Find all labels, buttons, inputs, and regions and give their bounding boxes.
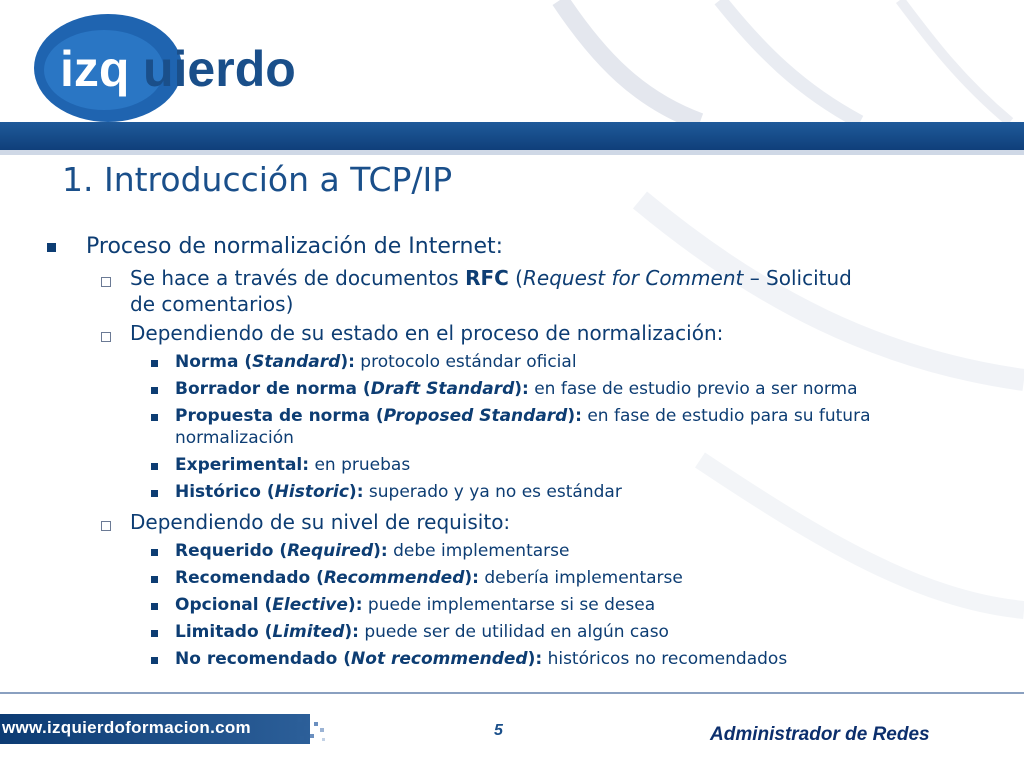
page-number: 5 bbox=[494, 722, 503, 739]
estado-item bbox=[175, 379, 858, 399]
requisito-heading: Dependiendo de su nivel de requisito: bbox=[130, 510, 511, 534]
small-square-bullet-icon bbox=[151, 490, 158, 497]
item-bold: Propuesta de norma ( bbox=[175, 406, 384, 426]
item-desc: en pruebas bbox=[309, 455, 411, 475]
header-band-highlight bbox=[0, 150, 1024, 155]
estado-item bbox=[175, 482, 622, 502]
footer-divider bbox=[0, 692, 1024, 694]
svg-text:izq: izq bbox=[60, 41, 130, 97]
slide-title: 1. Introducción a TCP/IP bbox=[62, 160, 453, 199]
rfc-bold: RFC bbox=[465, 266, 509, 290]
item-desc: superado y ya no es estándar bbox=[363, 482, 622, 502]
estado-item bbox=[175, 352, 577, 372]
item-bold: Borrador de norma ( bbox=[175, 379, 371, 399]
small-square-bullet-icon bbox=[151, 603, 158, 610]
rfc-mid: ( bbox=[508, 266, 523, 290]
item-bold: Opcional ( bbox=[175, 595, 273, 615]
level1-bullet-icon bbox=[47, 243, 56, 252]
item-bold: Norma ( bbox=[175, 352, 253, 372]
item-bold-close: ): bbox=[514, 379, 529, 399]
small-square-bullet-icon bbox=[151, 549, 158, 556]
small-square-bullet-icon bbox=[151, 576, 158, 583]
footer-website-link[interactable]: www.izquierdoformacion.com bbox=[2, 718, 251, 737]
rfc-dash: – Solicitud bbox=[743, 266, 852, 290]
item-italic: Standard bbox=[252, 352, 341, 372]
item-italic: Recommended bbox=[323, 568, 465, 588]
item-italic: Limited bbox=[272, 622, 345, 642]
small-square-bullet-icon bbox=[151, 414, 158, 421]
item-italic: Elective bbox=[272, 595, 348, 615]
estado-heading: Dependiendo de su estado en el proceso de normalización: bbox=[130, 321, 724, 345]
item-desc: históricos no recomendados bbox=[542, 649, 788, 669]
rfc-italic: Request for Comment bbox=[523, 266, 744, 290]
rfc-continuation: de comentarios) bbox=[130, 292, 294, 316]
hollow-square-bullet-icon bbox=[101, 277, 111, 287]
small-square-bullet-icon bbox=[151, 387, 158, 394]
item-bold-close: ): bbox=[373, 541, 388, 561]
item-bold: Histórico ( bbox=[175, 482, 275, 502]
level1-text: Proceso de normalización de Internet: bbox=[86, 234, 504, 259]
requisito-item bbox=[175, 595, 655, 615]
item-bold: Requerido ( bbox=[175, 541, 288, 561]
estado-item bbox=[175, 406, 871, 426]
item-bold-close: ): bbox=[344, 622, 359, 642]
item-italic: Required bbox=[287, 541, 374, 561]
requisito-item bbox=[175, 622, 669, 642]
rfc-line bbox=[130, 266, 852, 290]
rfc-prefix: Se hace a través de documentos bbox=[130, 266, 466, 290]
item-bold: Limitado ( bbox=[175, 622, 273, 642]
item-italic: Proposed Standard bbox=[383, 406, 568, 426]
small-square-bullet-icon bbox=[151, 463, 158, 470]
estado-item bbox=[175, 455, 410, 475]
header-band bbox=[0, 122, 1024, 150]
item-desc: puede implementarse si se desea bbox=[362, 595, 656, 615]
item-desc: en fase de estudio para su futura bbox=[581, 406, 871, 426]
item-desc: puede ser de utilidad en algún caso bbox=[358, 622, 669, 642]
hollow-square-bullet-icon bbox=[101, 332, 111, 342]
item-bold-close: ): bbox=[567, 406, 582, 426]
item-bold: Experimental: bbox=[175, 455, 310, 475]
svg-text:uierdo: uierdo bbox=[143, 41, 296, 97]
requisito-item bbox=[175, 568, 683, 588]
item-bold-close: ): bbox=[348, 482, 364, 502]
small-square-bullet-icon bbox=[151, 360, 158, 367]
requisito-item bbox=[175, 541, 569, 561]
item-desc: debe implementarse bbox=[387, 541, 570, 561]
dots-decoration-icon bbox=[296, 714, 330, 746]
footer-course-title: Administrador de Redes bbox=[710, 724, 930, 745]
estado-item-continuation: normalización bbox=[175, 428, 294, 448]
small-square-bullet-icon bbox=[151, 630, 158, 637]
item-bold-close: ): bbox=[527, 649, 543, 669]
izquierdo-logo bbox=[26, 10, 326, 122]
requisito-item bbox=[175, 649, 787, 669]
hollow-square-bullet-icon bbox=[101, 521, 111, 531]
item-bold-close: ): bbox=[464, 568, 479, 588]
item-desc: protocolo estándar oficial bbox=[354, 352, 577, 372]
item-bold-close: ): bbox=[340, 352, 355, 372]
item-bold-close: ): bbox=[347, 595, 363, 615]
item-desc: debería implementarse bbox=[478, 568, 683, 588]
item-desc: en fase de estudio previo a ser norma bbox=[528, 379, 858, 399]
item-bold: Recomendado ( bbox=[175, 568, 324, 588]
small-square-bullet-icon bbox=[151, 657, 158, 664]
item-italic: Not recommended bbox=[351, 649, 528, 669]
item-italic: Historic bbox=[274, 482, 349, 502]
item-bold: No recomendado ( bbox=[175, 649, 352, 669]
item-italic: Draft Standard bbox=[370, 379, 515, 399]
